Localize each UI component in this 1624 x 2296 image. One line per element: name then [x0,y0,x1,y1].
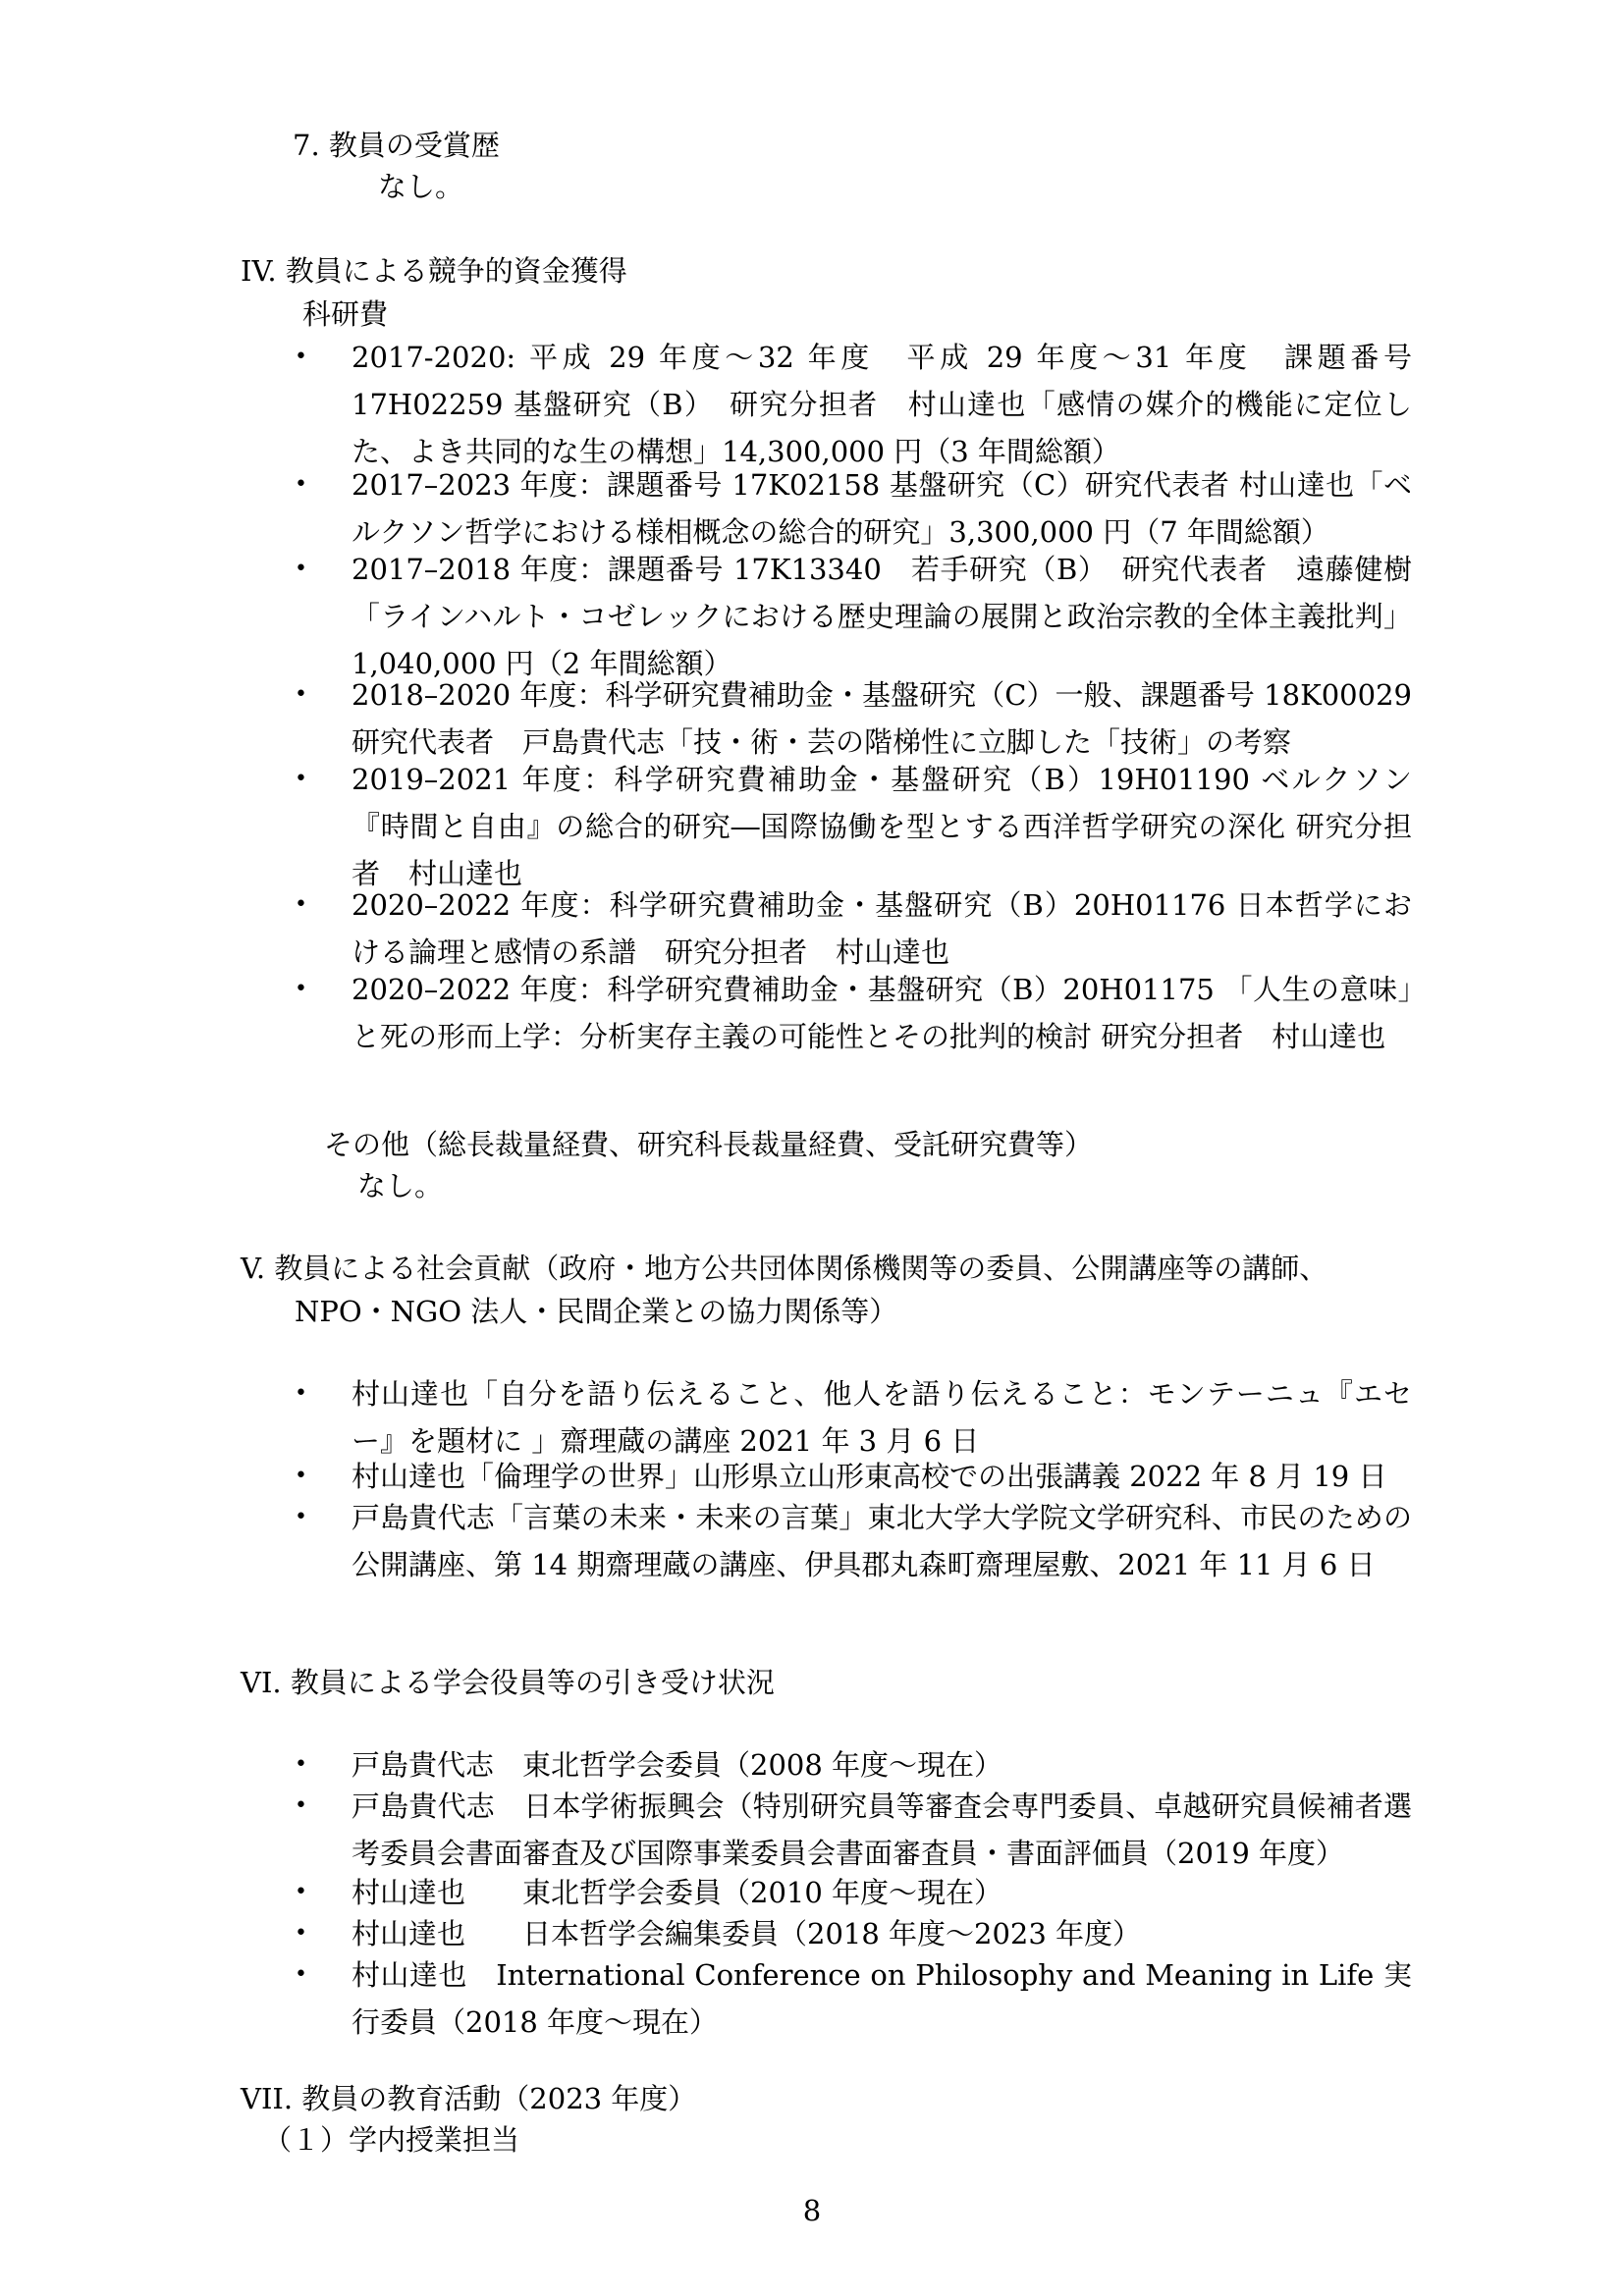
bullet: • [295,1793,307,1818]
list-item: 2017-2020: 平成 29 年度～32 年度 平成 29 年度～31 年度 課題番号 17H02259 基盤研究（B） 研究分担者 村山達也「感情の媒介的機能に定位した、よき共同的な生の構想」14,300,000 円（3 年間総額） [352,341,1412,468]
bullet: • [295,1962,307,1987]
bullet: • [295,682,307,707]
other-funding-heading: その他（総長裁量経費、研究科長裁量経費、受託研究費等） [324,1128,1094,1161]
bullet: • [295,1505,307,1529]
list-item: 戸島貴代志 日本学術振興会（特別研究員等審査会専門委員、卓越研究員候補者選考委員会書面審査及び国際事業委員会書面審査員・書面評価員（2019 年度） [352,1789,1412,1870]
awards-text: なし。 [378,170,464,203]
section-heading-societies: VI. 教員による学会役員等の引き受け状況 [241,1666,775,1699]
bullet: • [295,345,307,369]
education-subheading: （１）学内授業担当 [263,2123,520,2157]
bullet: • [295,1464,307,1488]
section-heading-funding: IV. 教員による競争的資金獲得 [241,254,627,288]
bullet: • [295,1752,307,1777]
list-item: 2017–2018 年度：課題番号 17K13340 若手研究（B） 研究代表者 遠藤健樹「ラインハルト・コゼレックにおける歴史理論の展開と政治宗教的全体主義批判」1,040,000 円（2 年間総額） [352,553,1412,680]
list-item: 村山達也 東北哲学会委員（2010 年度～現在） [352,1876,1003,1909]
section-heading-awards: 7. 教員の受賞歴 [293,129,500,162]
bullet: • [295,767,307,791]
list-item: 村山達也 日本哲学会編集委員（2018 年度～2023 年度） [352,1917,1142,1950]
list-item: 戸島貴代志「言葉の未来・未来の言葉」東北大学大学院文学研究科、市民のための公開講座、第 14 期齋理蔵の講座、伊具郡丸森町齋理屋敷、2021 年 11 月 6 日 [352,1501,1412,1581]
bullet: • [295,1880,307,1904]
list-item: 2020–2022 年度：科学研究費補助金・基盤研究（B）20H01176 日本哲学における論理と感情の系譜 研究分担者 村山達也 [352,888,1412,969]
page-number: 8 [802,2194,822,2227]
list-item: 村山達也「倫理学の世界」山形県立山形東高校での出張講義 2022 年 8 月 19 日 [352,1460,1387,1493]
list-item: 戸島貴代志 東北哲学会委員（2008 年度～現在） [352,1748,1003,1782]
list-item: 村山達也「自分を語り伝えること、他人を語り伝えること：モンテーニュ『エセー』を題材に 」齋理蔵の講座 2021 年 3 月 6 日 [352,1377,1412,1458]
bullet: • [295,557,307,581]
section-heading-contribution: V. 教員による社会貢献（政府・地方公共団体関係機関等の委員、公開講座等の講師、 [241,1252,1328,1285]
section-heading-contribution-cont: NPO・NGO 法人・民間企業との協力関係等） [295,1295,898,1328]
bullet: • [295,1381,307,1406]
other-funding-text: なし。 [357,1169,444,1202]
list-item: 2017–2023 年度：課題番号 17K02158 基盤研究（C）研究代表者 村山達也「ベルクソン哲学における様相概念の総合的研究」3,300,000 円（7 年間総額） [352,468,1412,549]
funding-subheading: 科研費 [302,297,389,331]
section-heading-education: VII. 教員の教育活動（2023 年度） [241,2082,697,2115]
list-item: 2018–2020 年度：科学研究費補助金・基盤研究（C）一般、課題番号 18K00029 研究代表者 戸島貴代志「技・術・芸の階梯性に立脚した「技術」の考察 [352,678,1412,759]
bullet: • [295,1921,307,1946]
list-item: 2019–2021 年度：科学研究費補助金・基盤研究（B）19H01190 ベルクソン『時間と自由』の総合的研究―国際協働を型とする西洋哲学研究の深化 研究分担者 村山達也 [352,763,1412,890]
bullet: • [295,977,307,1001]
bullet: • [295,472,307,497]
list-item: 村山達也 International Conference on Philosophy and Meaning in Life 実行委員（2018 年度～現在） [352,1958,1412,2039]
list-item: 2020–2022 年度：科学研究費補助金・基盤研究（B）20H01175 「人生の意味」と死の形而上学：分析実存主義の可能性とその批判的検討 研究分担者 村山達也 [352,973,1412,1053]
bullet: • [295,892,307,917]
